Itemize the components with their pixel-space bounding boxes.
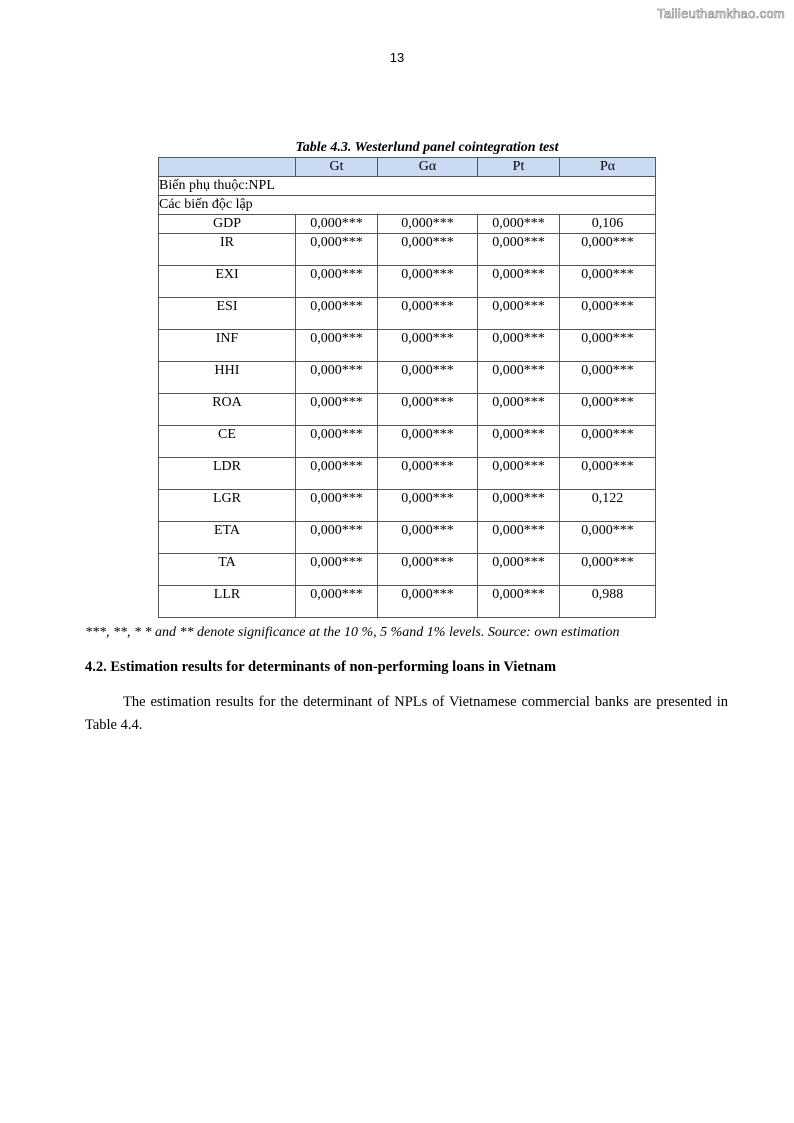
- pa-cell: 0,000***: [560, 234, 656, 266]
- variable-cell: INF: [159, 330, 296, 362]
- pt-cell: 0,000***: [478, 266, 560, 298]
- table-footnote: ***, **, * * and ** denote significance at the 10 %, 5 %and 1% levels. Source: own estimation: [85, 625, 620, 640]
- pt-cell: 0,000***: [478, 522, 560, 554]
- gt-cell: 0,000***: [296, 234, 378, 266]
- cointegration-table: [158, 157, 656, 618]
- ga-cell: 0,000***: [378, 215, 478, 234]
- variable-cell: CE: [159, 426, 296, 458]
- pa-cell: 0,988: [560, 586, 656, 618]
- pa-cell: 0,000***: [560, 266, 656, 298]
- ga-cell: 0,000***: [378, 234, 478, 266]
- table-row: [159, 266, 656, 298]
- table-row: [159, 394, 656, 426]
- ga-cell: 0,000***: [378, 586, 478, 618]
- variable-cell: ETA: [159, 522, 296, 554]
- gt-cell: 0,000***: [296, 490, 378, 522]
- gt-cell: 0,000***: [296, 330, 378, 362]
- ga-cell: 0,000***: [378, 458, 478, 490]
- variable-cell: LLR: [159, 586, 296, 618]
- pa-cell: 0,000***: [560, 362, 656, 394]
- page-number: 13: [389, 50, 405, 65]
- gt-cell: 0,000***: [296, 362, 378, 394]
- gt-cell: 0,000***: [296, 522, 378, 554]
- section-heading: 4.2. Estimation results for determinants of non-performing loans in Vietnam: [85, 659, 557, 675]
- body-paragraph: The estimation results for the determinant of NPLs of Vietnamese commercial banks are presented in Table 4.4.: [85, 694, 728, 733]
- variable-cell: GDP: [159, 215, 296, 234]
- ga-cell: 0,000***: [378, 394, 478, 426]
- table-row: [159, 554, 656, 586]
- pa-cell: 0,000***: [560, 522, 656, 554]
- table-row: [159, 330, 656, 362]
- table-row: [159, 490, 656, 522]
- ga-cell: 0,000***: [378, 490, 478, 522]
- pt-cell: 0,000***: [478, 426, 560, 458]
- variable-cell: LDR: [159, 458, 296, 490]
- ga-cell: 0,000***: [378, 554, 478, 586]
- pa-cell: 0,106: [560, 215, 656, 234]
- pt-cell: 0,000***: [478, 458, 560, 490]
- variable-cell: ESI: [159, 298, 296, 330]
- ga-cell: 0,000***: [378, 330, 478, 362]
- table-row: [159, 234, 656, 266]
- ga-cell: 0,000***: [378, 266, 478, 298]
- pt-cell: 0,000***: [478, 215, 560, 234]
- gt-cell: 0,000***: [296, 266, 378, 298]
- table-row: [159, 458, 656, 490]
- pa-cell: 0,000***: [560, 458, 656, 490]
- dependent-variable-label: Biến phụ thuộc:NPL: [159, 177, 656, 196]
- dependent-variable-row: [159, 177, 656, 196]
- variable-cell: EXI: [159, 266, 296, 298]
- gt-cell: 0,000***: [296, 394, 378, 426]
- pt-cell: 0,000***: [478, 554, 560, 586]
- pa-cell: 0,000***: [560, 298, 656, 330]
- pa-cell: 0,000***: [560, 426, 656, 458]
- gt-cell: 0,000***: [296, 586, 378, 618]
- table-row: [159, 586, 656, 618]
- ga-cell: 0,000***: [378, 298, 478, 330]
- table-row: [159, 522, 656, 554]
- gt-cell: 0,000***: [296, 426, 378, 458]
- variable-cell: LGR: [159, 490, 296, 522]
- variable-cell: HHI: [159, 362, 296, 394]
- table-row: [159, 298, 656, 330]
- header-cell-empty: [159, 158, 296, 177]
- gt-cell: 0,000***: [296, 458, 378, 490]
- ga-cell: 0,000***: [378, 362, 478, 394]
- table-row: [159, 362, 656, 394]
- pt-cell: 0,000***: [478, 586, 560, 618]
- variable-cell: TA: [159, 554, 296, 586]
- header-cell-pa: Pα: [560, 158, 656, 177]
- pa-cell: 0,000***: [560, 394, 656, 426]
- table-row: [159, 426, 656, 458]
- header-cell-ga: Gα: [378, 158, 478, 177]
- pt-cell: 0,000***: [478, 234, 560, 266]
- pt-cell: 0,000***: [478, 298, 560, 330]
- variable-cell: ROA: [159, 394, 296, 426]
- pa-cell: 0,122: [560, 490, 656, 522]
- gt-cell: 0,000***: [296, 215, 378, 234]
- table-header-row: [159, 158, 656, 177]
- gt-cell: 0,000***: [296, 554, 378, 586]
- pt-cell: 0,000***: [478, 490, 560, 522]
- independent-variables-label: Các biến độc lập: [159, 196, 656, 215]
- pt-cell: 0,000***: [478, 330, 560, 362]
- ga-cell: 0,000***: [378, 522, 478, 554]
- table-caption: Table 4.3. Westerlund panel cointegration test: [295, 140, 559, 155]
- pa-cell: 0,000***: [560, 554, 656, 586]
- ga-cell: 0,000***: [378, 426, 478, 458]
- watermark: Tailieuthamkhao.com: [657, 6, 785, 21]
- header-cell-pt: Pt: [478, 158, 560, 177]
- header-cell-gt: Gt: [296, 158, 378, 177]
- independent-variables-row: [159, 196, 656, 215]
- pt-cell: 0,000***: [478, 394, 560, 426]
- pt-cell: 0,000***: [478, 362, 560, 394]
- pa-cell: 0,000***: [560, 330, 656, 362]
- variable-cell: IR: [159, 234, 296, 266]
- gt-cell: 0,000***: [296, 298, 378, 330]
- table-row: [159, 215, 656, 234]
